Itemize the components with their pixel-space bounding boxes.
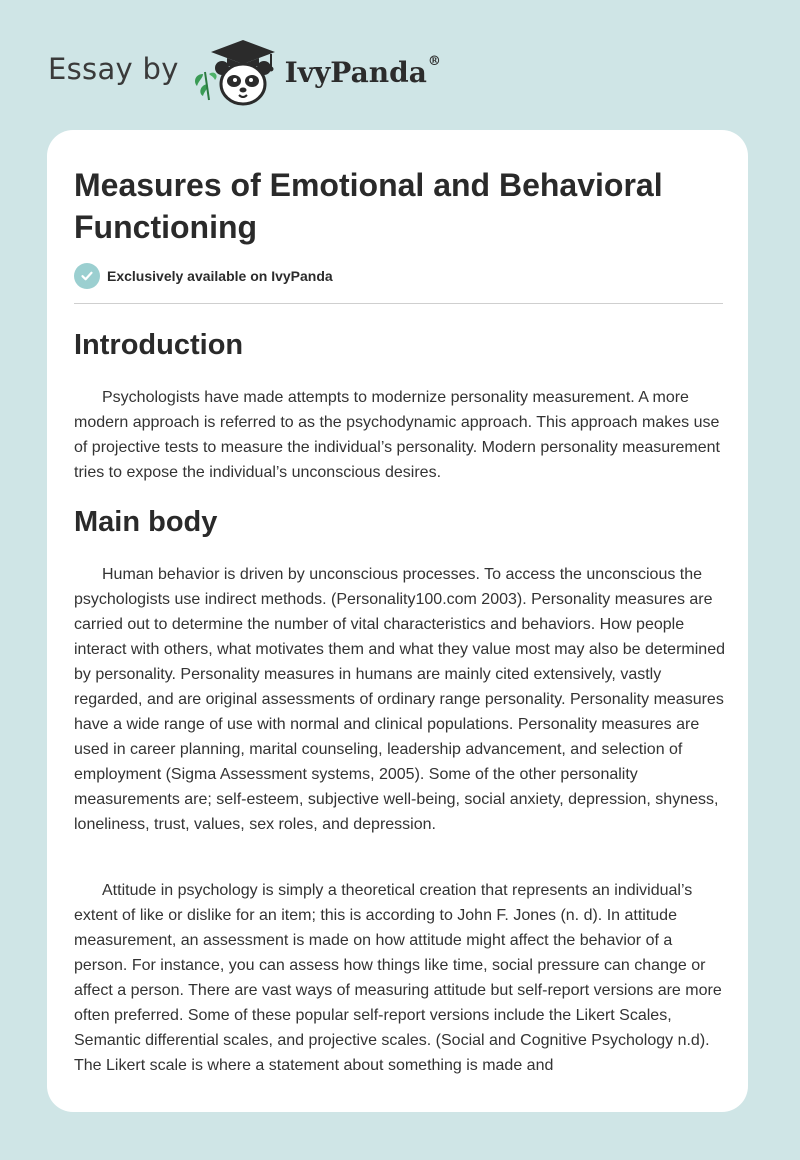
main-body-paragraph-1: Human behavior is driven by unconscious processes. To access the unconscious the psychologists use indirect methods. (Personality100.com 2003). Personality measures are carried out to determine the number of vital characteristics and behaviors. How people interact with others, what motivates them and what they value most may also be determined by personality. Personality measures in humans are mainly cited extensively, vastly regarded, and are original assessments of ordinary range personality. Personality measures have a wide range of use with normal and clinical populations. Personality measures are used in career planning, marital counseling, leadership advancement, and selection of employment (Sigma Assessment systems, 2005). Some of the other personality measurements are; self-esteem, subjective well-being, social anxiety, depression, shyness, loneliness, trust, values, sex roles, and depression. [74, 566, 725, 833]
brand-name[interactable]: IvyPanda® [284, 54, 441, 89]
section-heading-introduction: Introduction [74, 329, 244, 361]
essay-card [47, 130, 748, 1112]
trademark-symbol: ® [427, 54, 441, 70]
exclusive-badge [74, 263, 333, 289]
essay-title: Measures of Emotional and Behavioral Functioning [74, 167, 663, 245]
ivypanda-logo-icon[interactable] [189, 34, 281, 110]
section-heading-main-body: Main body [74, 506, 218, 538]
main-body-paragraph-2: Attitude in psychology is simply a theoretical creation that represents an individual’s extent of like or dislike for an item; this is according to John F. Jones (n. d). In attitude measurement, an assessment is made on how attitude might affect the behavior of a person. For instance, you can assess how things like time, social pressure can change or affect a person. There are vast ways of measuring attitude but self-report versions are more often preferred. Some of these popular self-report versions include the Likert Scales, Semantic differential scales, and projective scales. (Social and Cognitive Psychology n.d). The Likert scale is where a statement about something is made and [74, 882, 722, 1074]
essay-by-label: Essay by [48, 52, 179, 86]
title-divider [74, 303, 723, 304]
introduction-paragraph: Psychologists have made attempts to modernize personality measurement. A more modern approach is referred to as the psychodynamic approach. This approach makes use of projective tests to measure the individual’s personality. Modern personality measurement tries to expose the individual’s unconscious desires. [74, 389, 720, 481]
site-header [48, 34, 441, 110]
check-icon [74, 263, 100, 289]
exclusive-badge-label: Exclusively available on IvyPanda [107, 268, 333, 284]
ivy-leaf-icon [195, 72, 217, 100]
